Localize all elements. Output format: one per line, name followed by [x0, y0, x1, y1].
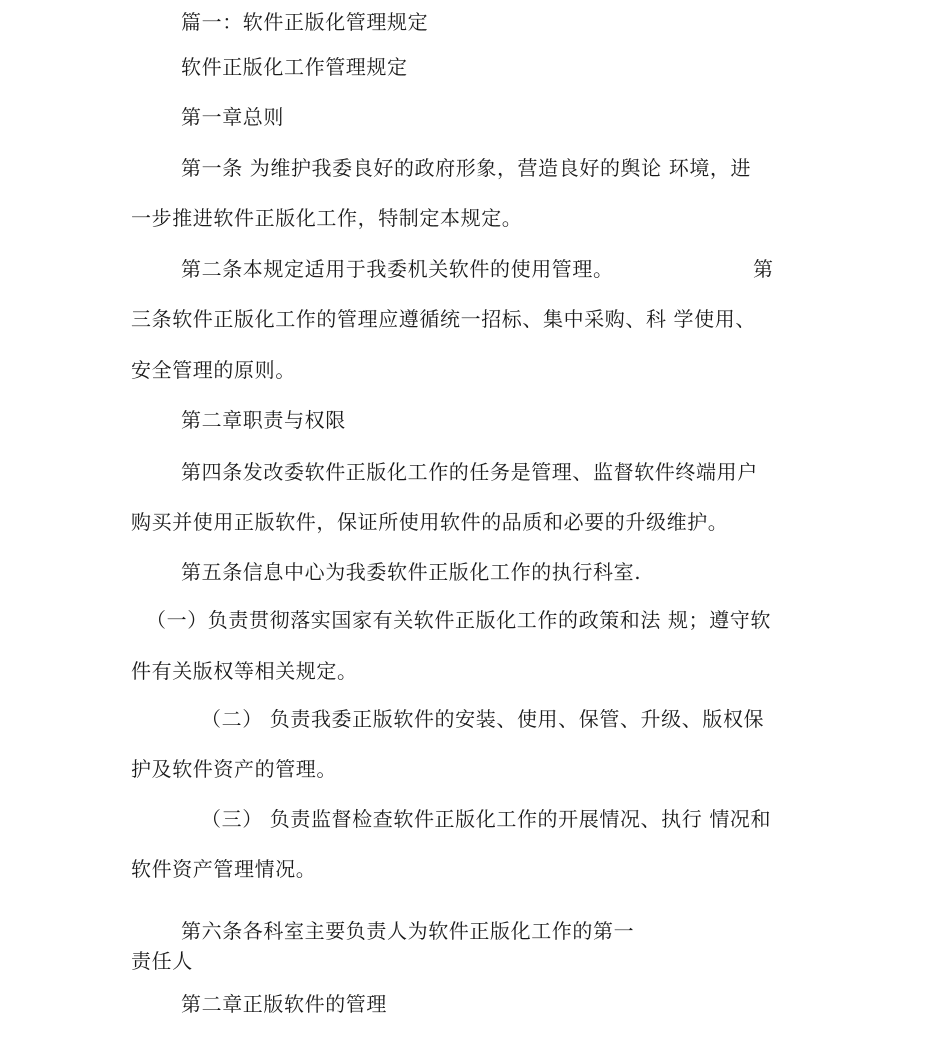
paragraph-line: （一）负责贯彻落实国家有关软件正版化工作的政策和法 规；遵守软 [146, 608, 771, 632]
paragraph-line: 购买并使用正版软件，保证所使用软件的品质和必要的升级维护。 [131, 510, 729, 534]
paragraph-line: （三） 负责监督检查软件正版化工作的开展情况、执行 情况和 [201, 807, 772, 831]
chapter-heading: 第一章总则 [181, 105, 284, 129]
paragraph-line: 第二条本规定适用于我委机关软件的使用管理。 [181, 257, 614, 281]
chapter-heading: 第二章正版软件的管理 [181, 992, 387, 1016]
paragraph-line: 护及软件资产的管理。 [131, 757, 337, 781]
paragraph-line: 安全管理的原则。 [131, 358, 296, 382]
paragraph-line: （二） 负责我委正版软件的安装、使用、保管、升级、版权保 [201, 707, 765, 731]
doc-title: 软件正版化工作管理规定 [181, 55, 408, 79]
paragraph-line: 责任人 [131, 949, 193, 973]
paragraph-line: 软件资产管理情况。 [131, 857, 317, 881]
paragraph-line: 第四条发改委软件正版化工作的任务是管理、监督软件终端用户 [181, 460, 758, 484]
paragraph-line: 第一条 为维护我委良好的政府形象，营造良好的舆论 环境，进 [181, 156, 752, 180]
paragraph-line: 第 [753, 257, 774, 281]
paragraph-line: 一步推进软件正版化工作，特制定本规定。 [131, 206, 523, 230]
paragraph-line: 第六条各科室主要负责人为软件正版化工作的第一 [181, 919, 635, 943]
chapter-heading: 第二章职责与权限 [181, 408, 346, 432]
paragraph-line: 件有关版权等相关规定。 [131, 659, 358, 683]
paragraph-line: 第五条信息中心为我委软件正版化工作的执行科室. [181, 560, 642, 584]
paragraph-line: 三条软件正版化工作的管理应遵循统一招标、集中采购、科 学使用、 [131, 307, 756, 331]
doc-heading: 篇一：软件正版化管理规定 [181, 10, 429, 34]
